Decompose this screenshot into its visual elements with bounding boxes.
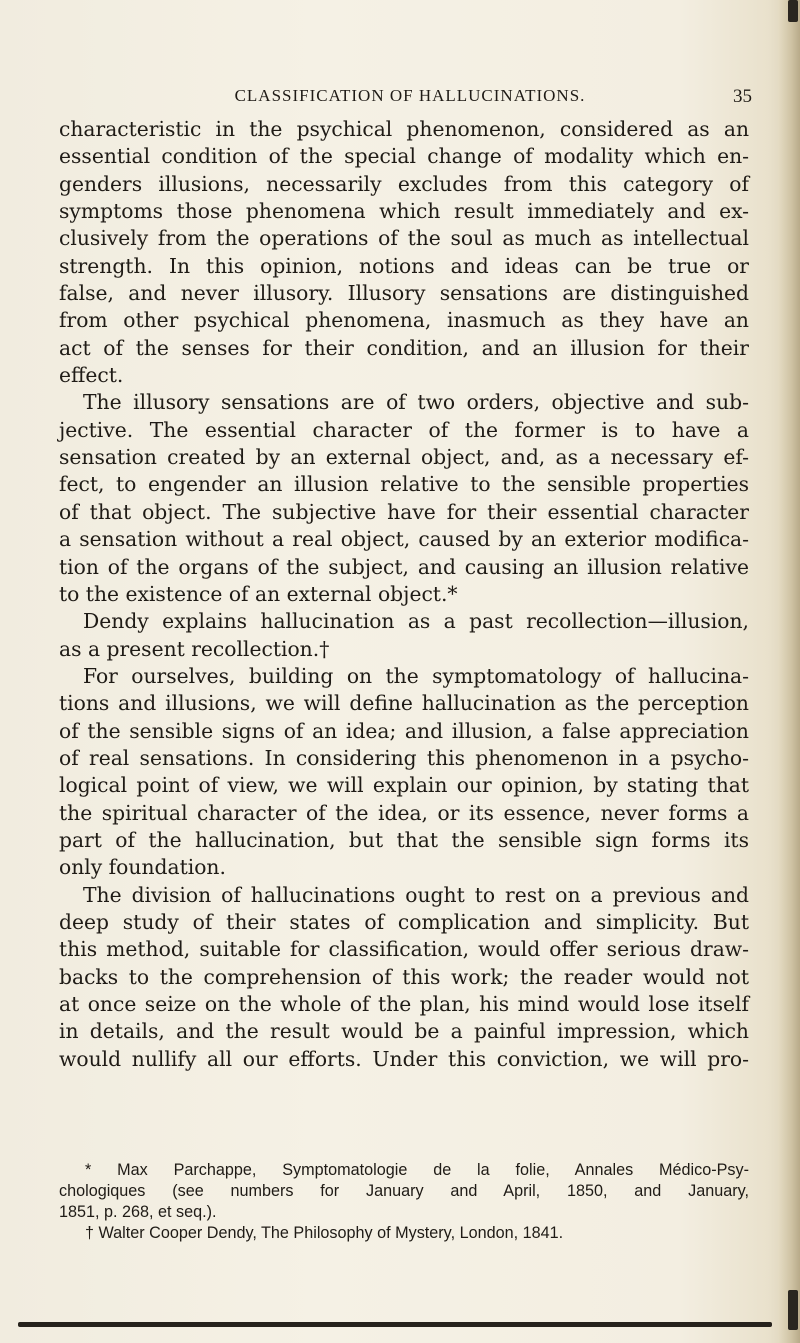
text-line: a sensation without a real object, caused by an exterior modifica- <box>59 527 749 552</box>
text-line: tions and illusions, we will define hallucination as the perception <box>59 691 749 716</box>
text-line: of real sensations. In considering this phenomenon in a psycho- <box>59 745 749 770</box>
text-line: of that object. The subjective have for their essential character <box>59 499 749 524</box>
text-line: genders illusions, necessarily excludes from this category of <box>59 171 749 196</box>
page-header <box>60 86 760 112</box>
footnote-line: 1851, p. 268, et seq.). <box>59 1203 217 1221</box>
page-edge <box>778 0 800 1343</box>
footnote-line: † Walter Cooper Dendy, The Philosophy of Mystery, London, 1841. <box>85 1224 564 1242</box>
text-line: sensation created by an external object, and, as a necessary ef- <box>59 445 749 470</box>
text-line: at once seize on the whole of the plan, his mind would lose itself <box>59 992 749 1016</box>
text-line: fect, to engender an illusion relative to the sensible properties <box>59 472 749 497</box>
footnote-line: chologiques (see numbers for January and April, 1850, and January, <box>59 1182 749 1200</box>
text-line: clusively from the operations of the soul as much as intellectual <box>59 226 749 251</box>
text-line: false, and never illusory. Illusory sensations are distinguished <box>59 281 749 306</box>
text-line: characteristic in the psychical phenomenon, considered as an <box>59 117 749 141</box>
text-line: For ourselves, building on the symptomatology of hallucina- <box>83 663 749 688</box>
bottom-rule <box>18 1322 772 1327</box>
text-line: deep study of their states of complication and simplicity. But <box>59 909 749 934</box>
running-title: CLASSIFICATION OF HALLUCINATIONS. <box>234 86 586 105</box>
text-line: of the sensible signs of an idea; and illusion, a false appreciation <box>59 718 749 743</box>
edge-mark <box>788 0 798 22</box>
text-line: strength. In this opinion, notions and ideas can be true or <box>59 253 749 278</box>
text-line: the spiritual character of the idea, or its essence, never forms a <box>59 800 749 825</box>
text-line: would nullify all our efforts. Under this conviction, we will pro- <box>59 1046 749 1071</box>
text-line: in details, and the result would be a painful impression, which <box>59 1019 749 1044</box>
text-line: symptoms those phenomena which result immediately and ex- <box>59 199 749 224</box>
text-line: act of the senses for their condition, and an illusion for their <box>59 335 749 360</box>
footnotes <box>59 1160 749 1244</box>
text-line: only foundation. <box>59 855 226 880</box>
text-line: part of the hallucination, but that the sensible sign forms its <box>59 827 749 852</box>
page-number: 35 <box>733 86 752 107</box>
edge-mark <box>788 1290 798 1330</box>
text-line: backs to the comprehension of this work; the reader would not <box>59 964 749 989</box>
text-line: The illusory sensations are of two orders, objective and sub- <box>83 390 749 415</box>
footnote-line: * Max Parchappe, Symptomatologie de la folie, Annales Médico-Psy- <box>85 1161 749 1179</box>
text-line: The division of hallucinations ought to rest on a previous and <box>83 882 749 907</box>
text-line: this method, suitable for classification, would offer serious draw- <box>59 937 749 962</box>
text-line: from other psychical phenomena, inasmuch as they have an <box>59 308 749 333</box>
text-line: effect. <box>59 363 124 388</box>
text-line: Dendy explains hallucination as a past recollection—illusion, <box>83 609 749 634</box>
text-line: essential condition of the special change of modality which en- <box>59 144 749 169</box>
text-line: tion of the organs of the subject, and causing an illusion relative <box>59 554 749 579</box>
text-line: logical point of view, we will explain our opinion, by stating that <box>59 773 749 798</box>
text-line: jective. The essential character of the former is to have a <box>59 417 749 442</box>
text-line: to the existence of an external object.* <box>59 581 458 606</box>
text-line: as a present recollection.† <box>59 636 330 661</box>
body-text <box>59 116 749 1073</box>
